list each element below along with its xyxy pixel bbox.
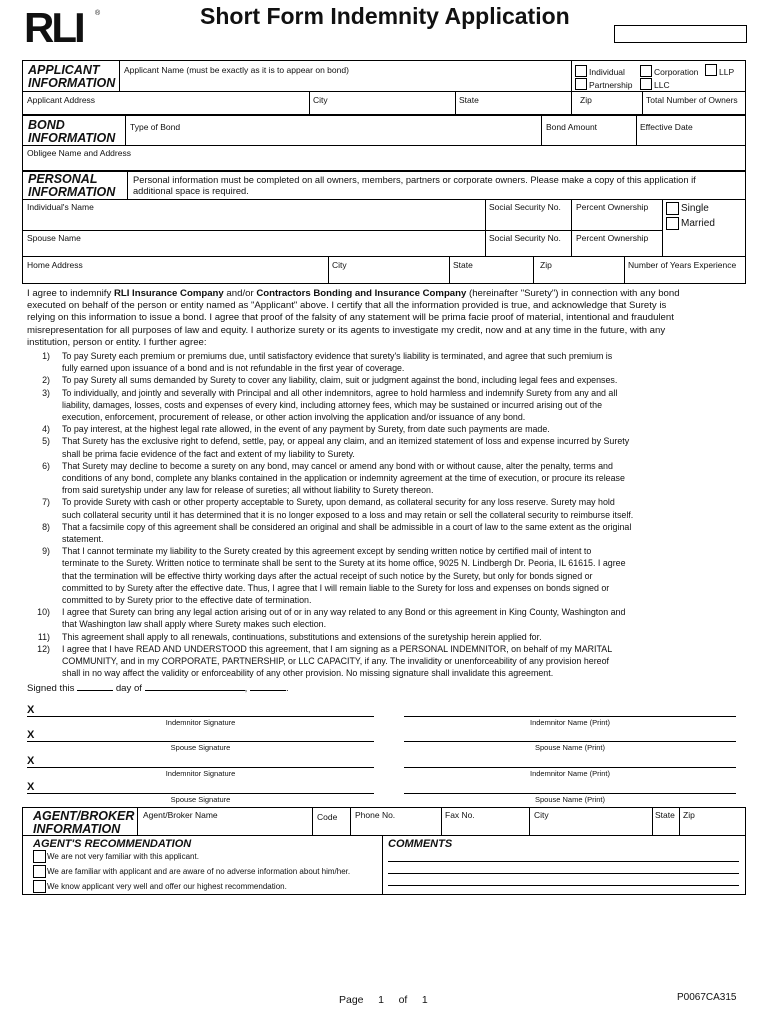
agent-recommendation-title: AGENT'S RECOMMENDATION — [33, 838, 192, 850]
bond-amount-label: Bond Amount — [546, 122, 598, 132]
page-number: Page 1 of 1 — [339, 994, 428, 1006]
agreement-item-number: 5) — [42, 436, 50, 447]
agreement-item-text: committed to by Surety after the effective date. Thus, I agree that I will remain liable to the Surety for loss and expenses on bonds signed or — [62, 582, 610, 593]
agreement-item-text: shall be prima facie evidence of the fact and extent of my liability to Surety. — [62, 448, 355, 459]
home-city-label: City — [332, 260, 347, 270]
signature-x-mark: X — [27, 755, 35, 767]
signature-caption: Spouse Signature — [170, 795, 231, 804]
spouse-name-label: Spouse Name — [27, 233, 81, 243]
applicant-name-label: Applicant Name (must be exactly as it is to appear on bond) — [124, 65, 349, 75]
partnership-label: Partnership — [589, 80, 633, 90]
corporation-checkbox[interactable] — [640, 65, 652, 77]
printed-name-line[interactable] — [404, 741, 736, 742]
ssn-label: Social Security No. — [489, 202, 561, 212]
married-label: Married — [681, 218, 715, 229]
signature-line[interactable] — [27, 793, 374, 794]
agreement-item-text: That a facsimile copy of this agreement shall be considered an original and shall be admissible in a court of law to the same extent as the original — [62, 521, 632, 532]
printed-name-caption: Indemnitor Name (Print) — [529, 718, 611, 727]
rec-well-known-checkbox[interactable] — [33, 880, 46, 893]
agreement-item-number: 4) — [42, 424, 50, 435]
llp-label: LLP — [719, 67, 735, 77]
rli-logo: RLI — [24, 4, 83, 51]
agreement-item-text: liability, damages, losses, costs and expenses of every kind, including attorney fees, which may be sustained or incurred arising out of the — [62, 399, 603, 410]
form-code: P0067CA315 — [677, 992, 737, 1003]
agreement-item-number: 12) — [37, 643, 50, 654]
agreement-item-number: 2) — [42, 375, 50, 386]
agreement-item-text: execution, enforcement, procurement of release, or other action involving the application and/or issuance of any bond. — [62, 412, 526, 422]
applicant-state-label: State — [459, 95, 479, 105]
agent-fax-label: Fax No. — [445, 810, 475, 820]
signature-line[interactable] — [27, 741, 374, 742]
agreement-item-text: To provide Surety with cash or other property acceptable to Surety, upon demand, as collateral security for any loss reserve. Surety may hold — [62, 497, 615, 508]
ownership-label: Percent Ownership — [576, 202, 649, 212]
agent-code-label: Code — [317, 812, 338, 822]
spouse-ssn-label: Social Security No. — [489, 233, 561, 243]
signature-x-mark: X — [27, 704, 35, 716]
agreement-item-number: 11) — [37, 631, 50, 642]
married-checkbox[interactable] — [666, 217, 679, 230]
agreement-item-text: To pay Surety each premium or premiums due, until satisfactory evidence that surety's liability is terminated, and agree that such premium is — [62, 351, 613, 361]
agent-state-label: State — [655, 810, 675, 820]
registered-mark: ® — [95, 10, 101, 17]
reference-number-field[interactable] — [614, 25, 747, 43]
single-checkbox[interactable] — [666, 202, 679, 215]
single-label: Single — [681, 203, 709, 214]
agreement-item-text: That Surety has the exclusive right to defend, settle, pay, or appeal any claim, and an itemized statement of loss and expense incurred by Surety — [62, 436, 630, 447]
signature-caption: Indemnitor Signature — [165, 718, 236, 727]
agreement-item-text: To individually, and jointly and severally with Principal and all other indemnitors, agree to hold harmless and indemnify Surety from any and all — [62, 387, 618, 398]
rec-not-familiar-label: We are not very familiar with this applicant. — [47, 852, 199, 861]
home-zip-label: Zip — [540, 260, 552, 270]
personal-section-title: PERSONAL INFORMATION — [28, 172, 116, 199]
individual-checkbox[interactable] — [575, 65, 587, 77]
bond-type-label: Type of Bond — [130, 122, 181, 132]
agreement-item-text: That I cannot terminate my liability to the Surety created by this agreement except by sending written notice by certified mail of intent to — [62, 546, 592, 557]
agent-city-label: City — [534, 810, 549, 820]
individual-name-label: Individual's Name — [27, 202, 94, 212]
agreement-item-text: conditions of any bond, complete any blanks contained in the application or indemnity agreement at the time of execution, or procure its release — [62, 473, 625, 483]
printed-name-line[interactable] — [404, 793, 736, 794]
agreement-item-text: I agree that Surety can bring any legal action arising out of or in any way related to any Bond or this agreement in King County, Washington and — [62, 607, 626, 618]
printed-name-caption: Spouse Name (Print) — [534, 795, 606, 804]
obligee-label: Obligee Name and Address — [27, 148, 131, 158]
agreement-item-text: COMMUNITY, and in my CORPORATE, PARTNERSHIP, or LLC CAPACITY, if any. The invalidity or unenforceability of any provision hereof — [62, 656, 609, 666]
agent-zip-label: Zip — [683, 810, 695, 820]
signature-caption: Spouse Signature — [170, 743, 231, 752]
signature-x-mark: X — [27, 729, 35, 741]
agreement-intro: I agree to indemnify RLI Insurance Company and/or Contractors Bonding and Insurance Company (hereinafter "Surety") in connection with any bond executed on behalf of the person or entity named as "Applicant" above. I certify that all the information provided is true, and acknowledge that Surety is relying on this information to issue a bond. I agree that proof of the falsity of any statement will be prima facie proof of material, intentional and fraudulent misrepresentation for all purposes of law and equity. I authorize surety or its agents to investigate my credit, now and at any time in the future, with any institution, person or entity. I further agree: — [27, 288, 680, 348]
agreement-item-text: such collateral security until it has determined that it is no longer exposed to a loss and may retain or sell the collateral security to reimburse itself. — [62, 509, 634, 520]
agreement-item-number: 1) — [42, 351, 50, 361]
comments-title: COMMENTS — [388, 838, 453, 850]
agreement-item-number: 9) — [42, 546, 50, 557]
agent-section-title: AGENT/BROKER INFORMATION — [33, 809, 135, 836]
signed-this-line: Signed this day of , . — [27, 683, 289, 694]
signature-line[interactable] — [27, 767, 374, 768]
agent-phone-label: Phone No. — [355, 810, 396, 820]
comments-line-1[interactable] — [388, 861, 739, 862]
home-state-label: State — [453, 260, 473, 270]
applicant-address-label: Applicant Address — [27, 95, 96, 105]
agreement-item-text: that Washington law shall apply where Surety makes such election. — [62, 619, 327, 630]
personal-note: Personal information must be completed on all owners, members, partners or corporate owners. Please make a copy of this application if additional space is required. — [133, 175, 696, 196]
agreement-item-text: I agree that I have READ AND UNDERSTOOD this agreement, that I am signing as a PERSONAL INDEMNITOR, on behalf of my MARITAL — [62, 643, 613, 654]
printed-name-line[interactable] — [404, 716, 736, 717]
total-owners-label: Total Number of Owners — [646, 95, 738, 105]
comments-line-3[interactable] — [388, 885, 739, 886]
printed-name-caption: Spouse Name (Print) — [534, 743, 606, 752]
bond-section-title: BOND INFORMATION — [28, 118, 116, 145]
rec-not-familiar-checkbox[interactable] — [33, 850, 46, 863]
agent-name-label: Agent/Broker Name — [143, 810, 218, 820]
home-address-label: Home Address — [27, 260, 83, 270]
corporation-label: Corporation — [654, 67, 699, 77]
years-experience-label: Number of Years Experience — [628, 260, 737, 270]
agreement-item-text: To pay interest, at the highest legal rate allowed, in the event of any payment by Surety, from date such payments are made. — [62, 424, 550, 435]
rec-well-known-label: We know applicant very well and offer our highest recommendation. — [47, 882, 287, 891]
agreement-item-number: 3) — [42, 387, 50, 398]
signature-caption: Indemnitor Signature — [165, 769, 236, 778]
comments-line-2[interactable] — [388, 873, 739, 874]
agreement-item-text: fully earned upon issuance of a bond and is not refundable in the first year of coverage. — [62, 363, 405, 374]
applicant-city-label: City — [313, 95, 328, 105]
llc-label: LLC — [654, 80, 670, 90]
applicant-zip-label: Zip — [580, 95, 592, 105]
agreement-item-text: shall in no way affect the validity or enforceability of any other provision. No missing signature shall invalidate this agreement. — [62, 668, 554, 679]
agreement-item-text: from said suretyship under any law for release of sureties; all without liability to Surety thereon. — [62, 485, 434, 496]
llc-checkbox[interactable] — [640, 78, 652, 90]
agreement-item-text: That Surety may decline to become a surety on any bond, may cancel or amend any bond with or without cause, alter the penalty, terms and — [62, 460, 613, 471]
page-title: Short Form Indemnity Application — [200, 3, 570, 29]
partnership-checkbox[interactable] — [575, 78, 587, 90]
agreement-item-number: 7) — [42, 497, 50, 508]
spouse-ownership-label: Percent Ownership — [576, 233, 649, 243]
printed-name-caption: Indemnitor Name (Print) — [529, 769, 611, 778]
agreement-item-text: terminate to the Surety. Written notice to terminate shall be sent to the Surety at its home office, 9025 N. Lindbergh Dr. Peoria, IL 61615. I agree — [62, 558, 626, 569]
effective-date-label: Effective Date — [640, 122, 693, 132]
agreement-item-number: 6) — [42, 460, 50, 471]
individual-label: Individual — [589, 67, 625, 77]
agreement-item-number: 8) — [42, 521, 50, 532]
agreement-item-text: statement. — [62, 534, 104, 544]
applicant-section-title: APPLICANT INFORMATION — [28, 63, 116, 90]
agreement-item-text: committed to by Surety prior to the effective date of termination. — [62, 595, 312, 605]
agreement-item-text: that the termination will be effective thirty working days after the actual receipt of such notice by the Surety, but only for bonds signed or — [62, 570, 593, 581]
printed-name-line[interactable] — [404, 767, 736, 768]
rec-familiar-checkbox[interactable] — [33, 865, 46, 878]
llp-checkbox[interactable] — [705, 64, 717, 76]
agreement-item-text: This agreement shall apply to all renewals, continuations, substitutions and extensions of the suretyship herein applied for. — [62, 631, 542, 642]
signature-x-mark: X — [27, 781, 35, 793]
signature-line[interactable] — [27, 716, 374, 717]
agreement-item-number: 10) — [37, 607, 50, 618]
rec-familiar-label: We are familiar with applicant and are aware of no adverse information about him/her. — [47, 867, 351, 876]
agreement-item-text: To pay Surety all sums demanded by Surety to cover any liability, claim, suit or judgment against the bond, including legal fees and expenses. — [62, 375, 618, 386]
